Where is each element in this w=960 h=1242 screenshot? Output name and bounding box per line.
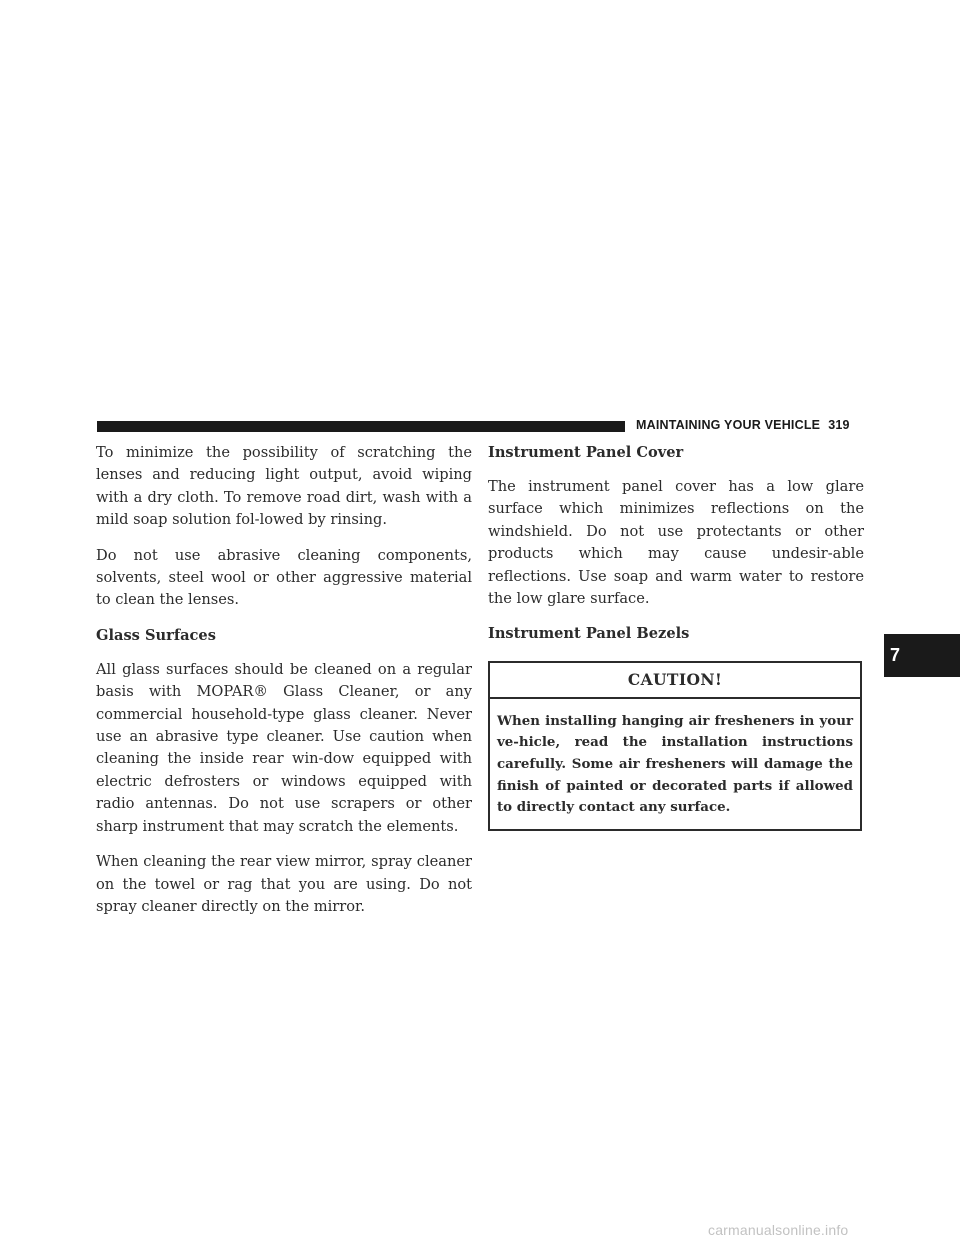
lens-abrasive-paragraph: Do not use abrasive cleaning components, solvents, steel wool or other aggressive material to clean the lenses. [96,546,472,609]
mirror-cleaning-paragraph: When cleaning the rear view mirror, spray cleaner on the towel or rag that you are using. Do not spray cleaner directly on the mirror. [96,853,472,915]
chapter-number: 7 [890,645,901,665]
running-header [636,418,866,432]
header-rule [97,421,625,432]
panel-cover-paragraph: The instrument panel cover has a low glare surface which minimizes reflections on the windshield. Do not use protectants or other products which may cause undesir-able reflections. Use soap and warm water to restore the low glare surface. [488,478,864,608]
page-number: 319 [828,418,850,432]
right-column [488,442,864,831]
watermark: carmanualsonline.info [708,1222,849,1238]
instrument-panel-bezels-heading: Instrument Panel Bezels [488,625,690,643]
instrument-panel-cover-heading: Instrument Panel Cover [488,444,684,461]
caution-box [488,661,862,830]
section-title: MAINTAINING YOUR VEHICLE [636,418,821,432]
caution-title: CAUTION! [490,663,860,698]
left-column [96,442,472,931]
chapter-tab [884,634,960,677]
lens-wiping-paragraph: To minimize the possibility of scratching the lenses and reducing light output, avoid wiping with a dry cloth. To remove road dirt, wash with a mild soap solution fol-lowed by rinsing. [96,444,472,529]
caution-text: When installing hanging air fresheners in your ve-hicle, read the installation instructions carefully. Some air fresheners will damage the finish of painted or decorated parts if allowed to directly contact any surface. [497,712,853,816]
glass-cleaning-paragraph: All glass surfaces should be cleaned on a regular basis with MOPAR® Glass Cleaner, or any commercial household-type glass cleaner. Never use an abrasive type cleaner. Use caution when cleaning the inside rear win-dow equipped with electric defrosters or windows equipped with radio antennas. Do not use scrapers or other sharp instrument that may scratch the elements. [96,660,472,835]
glass-surfaces-heading: Glass Surfaces [96,626,216,644]
